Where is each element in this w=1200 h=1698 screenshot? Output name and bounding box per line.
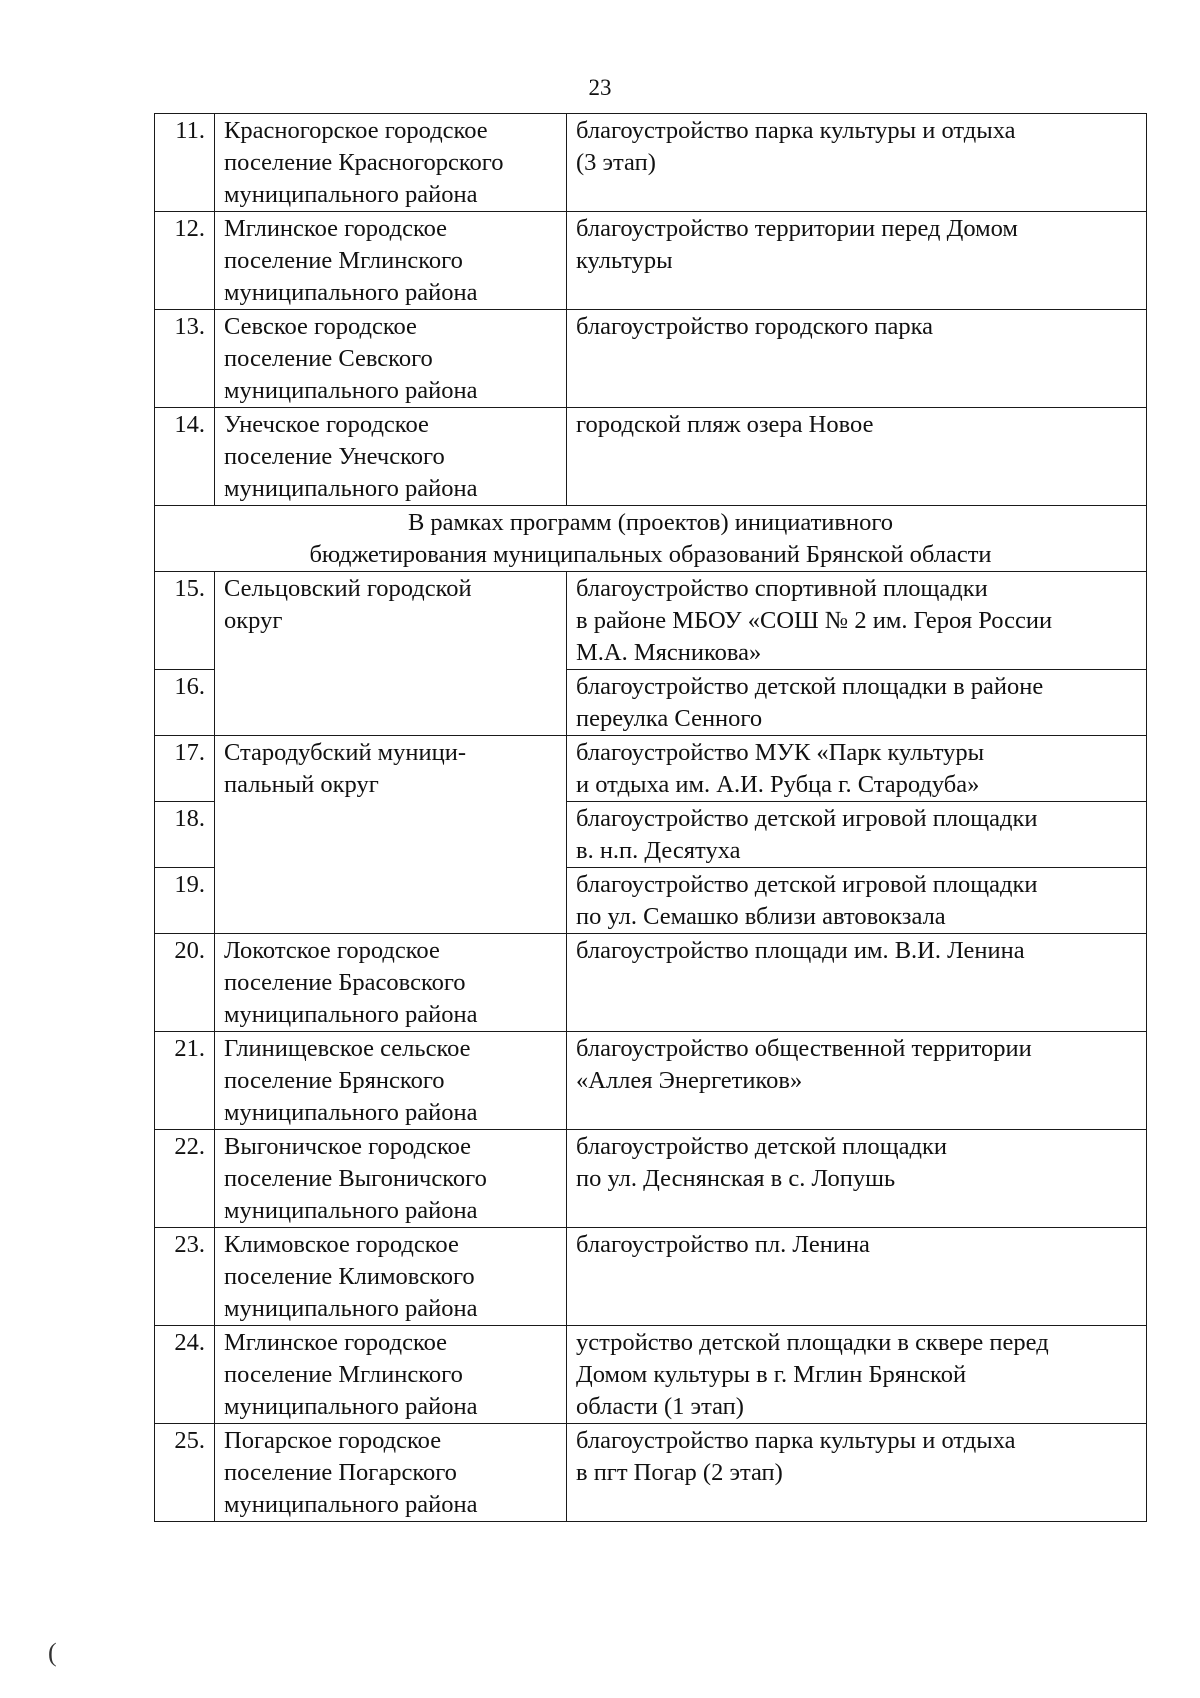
project-cell-line: благоустройство парка культуры и отдыха bbox=[576, 1427, 1016, 1454]
section-heading-line: бюджетирования муниципальных образований Брянской области bbox=[309, 541, 992, 568]
project-cell-line: городской пляж озера Новое bbox=[576, 411, 874, 438]
project-cell bbox=[567, 572, 1147, 670]
project-cell-line: благоустройство детской игровой площадки bbox=[576, 871, 1038, 898]
table-row bbox=[155, 934, 1147, 1032]
table-row bbox=[155, 408, 1147, 506]
project-cell-line: М.А. Мясникова» bbox=[576, 639, 762, 666]
project-cell-line: благоустройство городского парка bbox=[576, 313, 933, 340]
municipality-cell-line: поселение Севского bbox=[224, 345, 433, 372]
project-cell-line: благоустройство детской игровой площадки bbox=[576, 805, 1038, 832]
municipality-cell-line: муниципального района bbox=[224, 181, 478, 208]
page-number: 23 bbox=[588, 75, 612, 100]
municipality-cell-line: Севское городское bbox=[224, 313, 417, 340]
projects-table-body bbox=[155, 114, 1147, 1522]
project-cell-line: и отдыха им. А.И. Рубца г. Стародуба» bbox=[576, 771, 980, 798]
municipality-cell-line: Климовское городское bbox=[224, 1231, 459, 1258]
project-cell-line: благоустройство детской площадки bbox=[576, 1133, 947, 1160]
project-cell-line: благоустройство территории перед Домом bbox=[576, 215, 1018, 242]
municipality-cell bbox=[215, 736, 567, 934]
row-number: 14. bbox=[155, 408, 215, 506]
municipality-cell bbox=[215, 114, 567, 212]
section-heading-line: В рамках программ (проектов) инициативного bbox=[407, 509, 894, 536]
table-row bbox=[155, 1228, 1147, 1326]
project-cell-line: благоустройство парка культуры и отдыха bbox=[576, 117, 1016, 144]
municipality-cell-line: поселение Мглинского bbox=[224, 247, 463, 274]
municipality-cell bbox=[215, 1424, 567, 1522]
municipality-cell-line: муниципального района bbox=[224, 475, 478, 502]
section-heading bbox=[155, 506, 1147, 572]
municipality-cell-line: поселение Унечского bbox=[224, 443, 445, 470]
project-cell-line: переулка Сенного bbox=[576, 705, 763, 732]
municipality-cell-line: муниципального района bbox=[224, 1197, 478, 1224]
municipality-cell-line: Сельцовский городской bbox=[224, 575, 472, 602]
municipality-cell bbox=[215, 1326, 567, 1424]
row-number: 17. bbox=[155, 736, 215, 802]
municipality-cell-line: муниципального района bbox=[224, 1393, 478, 1420]
municipality-cell-line: поселение Брянского bbox=[224, 1067, 445, 1094]
project-cell bbox=[567, 1326, 1147, 1424]
municipality-cell-line: поселение Климовского bbox=[224, 1263, 475, 1290]
municipality-cell-line: муниципального района bbox=[224, 1295, 478, 1322]
municipality-cell-line: поселение Выгоничского bbox=[224, 1165, 487, 1192]
row-number: 13. bbox=[155, 310, 215, 408]
municipality-cell-line: Погарское городское bbox=[224, 1427, 442, 1454]
municipality-cell-line: Глинищевское сельское bbox=[224, 1035, 471, 1062]
project-cell-line: благоустройство МУК «Парк культуры bbox=[576, 739, 985, 766]
row-number: 19. bbox=[155, 868, 215, 934]
municipality-cell-line: пальный округ bbox=[224, 771, 379, 798]
project-cell bbox=[567, 1424, 1147, 1522]
project-cell-line: культуры bbox=[576, 247, 673, 274]
section-heading-row bbox=[155, 506, 1147, 572]
table-row bbox=[155, 572, 1147, 670]
municipality-cell-line: муниципального района bbox=[224, 1491, 478, 1518]
table-row bbox=[155, 212, 1147, 310]
row-number: 24. bbox=[155, 1326, 215, 1424]
table-row bbox=[155, 114, 1147, 212]
project-cell-line: благоустройство общественной территории bbox=[576, 1035, 1032, 1062]
municipality-cell-line: Красногорское городское bbox=[224, 117, 488, 144]
project-cell bbox=[567, 1228, 1147, 1326]
municipality-cell-line: Унечское городское bbox=[224, 411, 429, 438]
project-cell bbox=[567, 670, 1147, 736]
project-cell-line: по ул. Деснянская в с. Лопушь bbox=[576, 1165, 896, 1192]
table-row bbox=[155, 1032, 1147, 1130]
table-row bbox=[155, 1424, 1147, 1522]
row-number: 16. bbox=[155, 670, 215, 736]
municipality-cell-line: округ bbox=[224, 607, 283, 634]
corner-mark: ( bbox=[48, 1638, 57, 1667]
project-cell-line: устройство детской площадки в сквере перед bbox=[576, 1329, 1049, 1356]
project-cell-line: области (1 этап) bbox=[576, 1393, 744, 1420]
project-cell-line: в. н.п. Десятуха bbox=[576, 837, 741, 864]
municipality-cell-line: Локотское городское bbox=[224, 937, 440, 964]
row-number: 21. bbox=[155, 1032, 215, 1130]
municipality-cell-line: муниципального района bbox=[224, 1001, 478, 1028]
project-cell bbox=[567, 868, 1147, 934]
table-row bbox=[155, 736, 1147, 802]
municipality-cell-line: Стародубский муници- bbox=[224, 739, 467, 766]
municipality-cell bbox=[215, 572, 567, 736]
municipality-cell-line: поселение Мглинского bbox=[224, 1361, 463, 1388]
projects-table bbox=[154, 113, 1147, 1522]
municipality-cell-line: Выгоничское городское bbox=[224, 1133, 472, 1160]
municipality-cell bbox=[215, 934, 567, 1032]
municipality-cell bbox=[215, 310, 567, 408]
project-cell-line: «Аллея Энергетиков» bbox=[576, 1067, 803, 1094]
project-cell bbox=[567, 802, 1147, 868]
project-cell-line: благоустройство спортивной площадки bbox=[576, 575, 988, 602]
project-cell-line: в районе МБОУ «СОШ № 2 им. Героя России bbox=[576, 607, 1053, 634]
row-number: 25. bbox=[155, 1424, 215, 1522]
row-number: 20. bbox=[155, 934, 215, 1032]
project-cell bbox=[567, 212, 1147, 310]
project-cell-line: (3 этап) bbox=[576, 149, 656, 176]
municipality-cell-line: муниципального района bbox=[224, 377, 478, 404]
municipality-cell-line: Мглинское городское bbox=[224, 1329, 448, 1356]
project-cell bbox=[567, 1130, 1147, 1228]
project-cell bbox=[567, 310, 1147, 408]
municipality-cell-line: Мглинское городское bbox=[224, 215, 448, 242]
project-cell bbox=[567, 408, 1147, 506]
row-number: 23. bbox=[155, 1228, 215, 1326]
project-cell bbox=[567, 1032, 1147, 1130]
project-cell-line: в пгт Погар (2 этап) bbox=[576, 1459, 783, 1486]
project-cell bbox=[567, 114, 1147, 212]
row-number: 18. bbox=[155, 802, 215, 868]
project-cell bbox=[567, 934, 1147, 1032]
row-number: 22. bbox=[155, 1130, 215, 1228]
project-cell-line: благоустройство пл. Ленина bbox=[576, 1231, 870, 1258]
municipality-cell-line: поселение Брасовского bbox=[224, 969, 466, 996]
municipality-cell-line: поселение Красногорского bbox=[224, 149, 504, 176]
municipality-cell bbox=[215, 1228, 567, 1326]
project-cell-line: по ул. Семашко вблизи автовокзала bbox=[576, 903, 946, 930]
table-row bbox=[155, 310, 1147, 408]
municipality-cell-line: поселение Погарского bbox=[224, 1459, 457, 1486]
table-row bbox=[155, 1130, 1147, 1228]
municipality-cell-line: муниципального района bbox=[224, 1099, 478, 1126]
row-number: 12. bbox=[155, 212, 215, 310]
project-cell-line: Домом культуры в г. Мглин Брянской bbox=[576, 1361, 967, 1388]
municipality-cell bbox=[215, 212, 567, 310]
row-number: 15. bbox=[155, 572, 215, 670]
project-cell-line: благоустройство площади им. В.И. Ленина bbox=[576, 937, 1025, 964]
municipality-cell-line: муниципального района bbox=[224, 279, 478, 306]
row-number: 11. bbox=[155, 114, 215, 212]
table-row bbox=[155, 1326, 1147, 1424]
project-cell bbox=[567, 736, 1147, 802]
municipality-cell bbox=[215, 1032, 567, 1130]
municipality-cell bbox=[215, 1130, 567, 1228]
project-cell-line: благоустройство детской площадки в районе bbox=[576, 673, 1044, 700]
municipality-cell bbox=[215, 408, 567, 506]
